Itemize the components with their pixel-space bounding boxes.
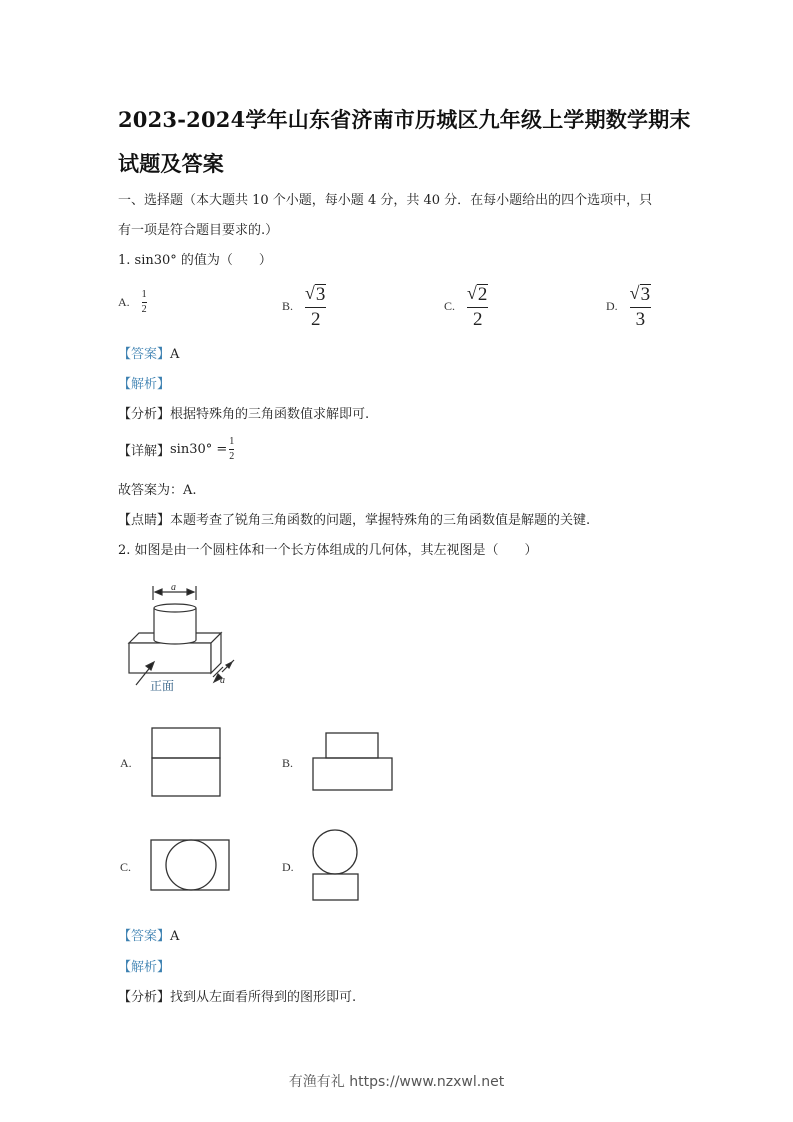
fenxi-text: 找到从左面看所得到的图形即可. xyxy=(170,990,357,1005)
option-label: A. xyxy=(118,295,130,309)
q2-option-b-shape xyxy=(313,733,392,790)
q2-option-a-shape xyxy=(152,728,220,796)
q2-option-c-shape xyxy=(151,840,229,890)
sqrt-expression: √ 3 xyxy=(305,283,326,305)
fenxi-tag: 【分析】 xyxy=(118,990,171,1005)
document-title-line1: 2023-2024学年山东省济南市历城区九年级上学期数学期末 xyxy=(118,107,691,132)
dianjing-text: 本题考查了锐角三角函数的问题，掌握特殊角的三角函数值是解题的关键. xyxy=(170,513,591,528)
answer-value: A xyxy=(170,347,180,362)
q2-option-a-label: A. xyxy=(120,756,132,770)
section-header-line2: 有一项是符合题目要求的.） xyxy=(118,223,279,238)
sqrt-expression: √ 3 xyxy=(629,283,651,305)
question-2-stem: 2. 如图是由一个圆柱体和一个长方体组成的几何体，其左视图是（ ） xyxy=(118,543,538,558)
option-label: D. xyxy=(606,298,618,313)
q2-option-c-label: C. xyxy=(120,860,132,874)
q2-fenxi xyxy=(118,986,356,1005)
q2-option-d-shape xyxy=(313,830,358,900)
answer-value: A xyxy=(170,929,180,944)
fenxi-text: 根据特殊角的三角函数值求解即可. xyxy=(170,407,370,422)
fraction: $\frac{1}{2}$ xyxy=(141,289,147,315)
q2-answer xyxy=(118,925,179,944)
answer-tag: 【答案】 xyxy=(118,347,171,362)
q2-option-d-label: D. xyxy=(282,860,294,874)
q2-option-b-label: B. xyxy=(282,756,294,770)
option-label: B. xyxy=(282,298,294,313)
footer-watermark: 有渔有礼 https://www.nzxwl.net xyxy=(288,1074,505,1090)
answer-tag: 【答案】 xyxy=(118,929,171,944)
xiangjie-tag: 【详解】 xyxy=(118,444,171,459)
fenxi-tag: 【分析】 xyxy=(118,407,171,422)
question-1-stem: 1. sin30° 的值为（ ） xyxy=(118,253,272,268)
document-title-line2: 试题及答案 xyxy=(118,151,224,176)
section-header-line1: 一、选择题（本大题共 10 个小题，每小题 4 分，共 40 分．在每小题给出的四个选项中，只 xyxy=(118,193,653,208)
fraction: √ 2 2 xyxy=(467,283,488,330)
q1-conclusion: 故答案为：A. xyxy=(118,483,197,498)
front-label: 正面 xyxy=(150,679,175,693)
q1-analysis-tag: 【解析】 xyxy=(118,377,171,392)
dianjing-tag: 【点睛】 xyxy=(118,513,171,528)
q2-analysis-tag: 【解析】 xyxy=(118,960,171,975)
fraction: √ 3 2 xyxy=(305,283,326,330)
dimension-label-side: a xyxy=(220,675,225,686)
dimension-label-top: a xyxy=(171,582,176,593)
option-label: C. xyxy=(444,298,456,313)
sqrt-expression: √ 2 xyxy=(467,283,488,305)
xiangjie-text: sin30° = xyxy=(170,442,228,457)
fraction: $\frac{1}{2}$ xyxy=(229,436,235,462)
fraction: √ 3 3 xyxy=(629,283,651,330)
